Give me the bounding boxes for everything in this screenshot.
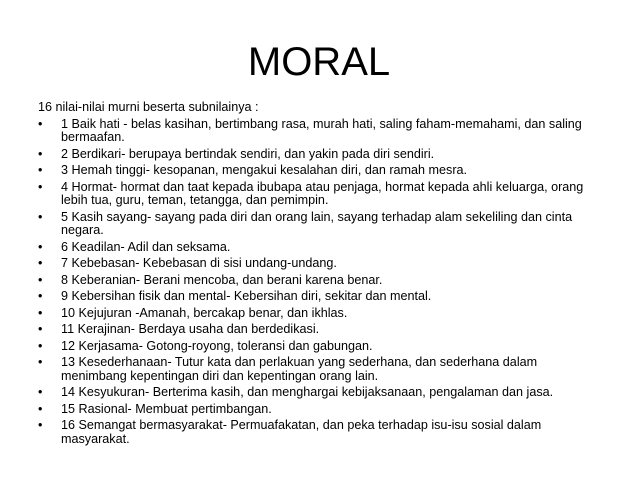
- bullet-icon: •: [38, 272, 43, 287]
- list-item-text: 1 Baik hati - belas kasihan, bertimbang rasa, murah hati, saling faham-memahami, dan saling bermaafan.: [61, 116, 582, 144]
- list-item: [38, 257, 598, 271]
- list-item-text: 3 Hemah tinggi- kesopanan, mengakui kesalahan diri, dan ramah mesra.: [61, 163, 468, 177]
- list-item: [38, 241, 598, 255]
- bullet-icon: •: [38, 179, 43, 194]
- list-item-text: 11 Kerajinan- Berdaya usaha dan berdedikasi.: [61, 322, 320, 336]
- list-item: [38, 118, 598, 145]
- list-item: [38, 211, 598, 238]
- list-item-text: 9 Kebersihan fisik dan mental- Kebersihan diri, sekitar dan mental.: [61, 289, 432, 303]
- bullet-icon: •: [38, 163, 43, 177]
- bullet-icon: •: [38, 256, 43, 270]
- bullet-icon: •: [38, 355, 43, 369]
- list-item: [38, 356, 598, 383]
- bullet-icon: •: [38, 338, 43, 353]
- bullet-icon: •: [38, 239, 43, 254]
- list-item: [38, 274, 598, 288]
- list-item-text: 2 Berdikari- berupaya bertindak sendiri, dan yakin pada diri sendiri.: [61, 146, 435, 161]
- list-item: [38, 307, 598, 321]
- list-item: [38, 386, 598, 400]
- list-item: [38, 164, 598, 178]
- list-item: [38, 419, 598, 446]
- intro-text: 16 nilai-nilai murni beserta subnilainya :: [38, 100, 259, 114]
- bullet-icon: •: [38, 146, 43, 161]
- values-list: [38, 118, 598, 447]
- list-item: [38, 340, 598, 354]
- bullet-icon: •: [38, 401, 43, 416]
- list-item-text: 16 Semangat bermasyarakat- Permuafakatan, dan peka terhadap isu-isu sosial dalam masyarakat.: [61, 418, 542, 446]
- list-item: [38, 148, 598, 162]
- bullet-icon: •: [38, 418, 43, 432]
- list-item: [38, 181, 598, 208]
- list-item-text: 15 Rasional- Membuat pertimbangan.: [61, 401, 272, 416]
- slide-content: [38, 101, 598, 449]
- list-item-text: 4 Hormat- hormat dan taat kepada ibubapa atau penjaga, hormat kepada ahli keluarga, orang lebih tua, guru, teman, tetangga, dan pemimpin.: [61, 179, 584, 207]
- bullet-icon: •: [38, 322, 43, 336]
- list-item-text: 14 Kesyukuran- Berterima kasih, dan menghargai kebijaksanaan, pengalaman dan jasa.: [61, 385, 554, 399]
- list-item: [38, 323, 598, 337]
- list-item: [38, 403, 598, 417]
- slide-title: MORAL: [247, 40, 391, 84]
- list-item-text: 10 Kejujuran -Amanah, bercakap benar, dan ikhlas.: [61, 305, 348, 320]
- bullet-icon: •: [38, 116, 43, 131]
- list-item-text: 7 Kebebasan- Kebebasan di sisi undang-undang.: [61, 256, 337, 270]
- bullet-icon: •: [38, 305, 43, 320]
- list-item-text: 8 Keberanian- Berani mencoba, dan berani karena benar.: [61, 272, 383, 287]
- bullet-icon: •: [38, 385, 43, 399]
- list-item-text: 6 Keadilan- Adil dan seksama.: [61, 239, 231, 254]
- bullet-icon: •: [38, 289, 43, 303]
- bullet-icon: •: [38, 209, 43, 224]
- list-item-text: 12 Kerjasama- Gotong-royong, toleransi dan gabungan.: [61, 338, 373, 353]
- list-item: [38, 290, 598, 304]
- list-item-text: 5 Kasih sayang- sayang pada diri dan orang lain, sayang terhadap alam sekeliling dan cinta negara.: [61, 209, 573, 237]
- list-item-text: 13 Kesederhanaan- Tutur kata dan perlakuan yang sederhana, dan sederhana dalam menimbang kepentingan diri dan kepentingan orang lain.: [61, 355, 538, 383]
